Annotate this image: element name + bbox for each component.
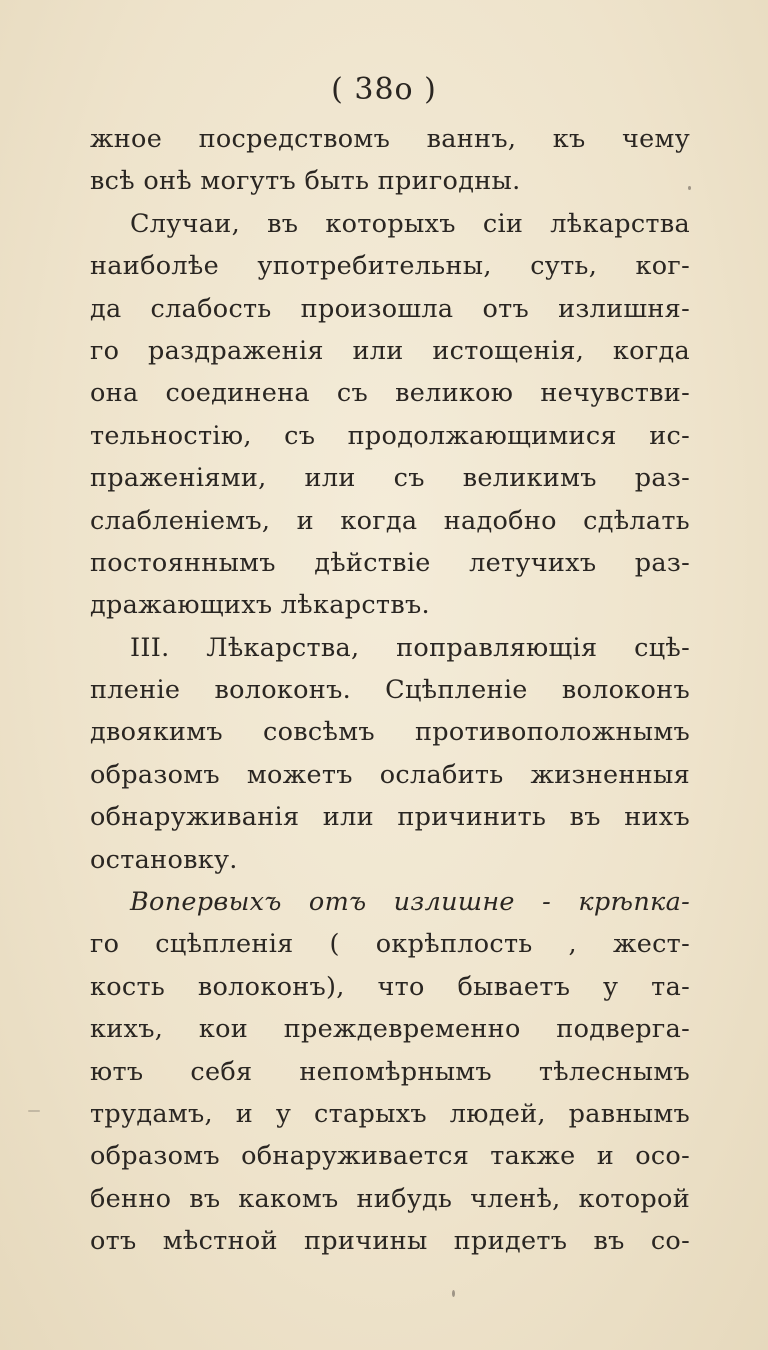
text-line: го сцѣпленія ( окрѣплость , жест- xyxy=(90,929,690,960)
text-line: кость волоконъ), что бываетъ у та- xyxy=(90,971,690,1002)
body-text xyxy=(90,118,690,1263)
text-line: наиболѣе употребительны, суть, ког- xyxy=(90,251,690,282)
paper-speck xyxy=(28,1110,40,1112)
text-line: тельностію, съ продолжающимися ис- xyxy=(90,420,690,451)
text-line: да слабость произошла отъ излишня- xyxy=(90,293,690,324)
text-line: ютъ себя непомѣрнымъ тѣлеснымъ xyxy=(90,1056,690,1087)
text-line: бенно въ какомъ нибудь членѣ, которой xyxy=(90,1183,690,1214)
text-line: го раздраженія или истощенія, когда xyxy=(90,335,690,366)
text-line: она соединена съ великою нечувстви- xyxy=(90,378,690,409)
text-line: кихъ, кои преждевременно подверга- xyxy=(90,1014,690,1045)
text-line: постояннымъ дѣйствіе летучихъ раз- xyxy=(90,547,690,578)
text-line: жное посредствомъ ваннъ, къ чему xyxy=(90,124,690,154)
text-line: образомъ можетъ ослабить жизненныя xyxy=(90,759,690,790)
text-line: трудамъ, и у старыхъ людей, равнымъ xyxy=(90,1098,690,1129)
italic-paragraph-start-line: Вопервыхъ отъ излишне - крѣпка- xyxy=(130,887,690,918)
text-line: пленіе волоконъ. Сцѣпленіе волоконъ xyxy=(90,675,690,706)
text-line: праженіями, или съ великимъ раз- xyxy=(90,463,690,494)
paper-speck xyxy=(452,1290,455,1297)
text-line: двоякимъ совсѣмъ противоположнымъ xyxy=(90,717,690,748)
page-number: ( 38о ) xyxy=(331,72,437,107)
text-line: слабленіемъ, и когда надобно сдѣлать xyxy=(90,505,690,536)
text-line: остановку. xyxy=(90,844,238,875)
section-heading-line: III. Лѣкарства, поправляющія сцѣ- xyxy=(130,632,690,663)
paragraph-start-line: Случаи, въ которыхъ сіи лѣкарства xyxy=(130,208,690,239)
text-line: дражающихъ лѣкарствъ. xyxy=(90,590,430,621)
text-line: обнаруживанія или причинить въ нихъ xyxy=(90,802,690,833)
paper-speck xyxy=(688,186,691,190)
text-line: отъ мѣстной причины придетъ въ со- xyxy=(90,1226,690,1257)
text-line: образомъ обнаруживается также и осо- xyxy=(90,1141,690,1172)
text-line: всѣ онѣ могутъ быть пригодны. xyxy=(90,166,521,197)
